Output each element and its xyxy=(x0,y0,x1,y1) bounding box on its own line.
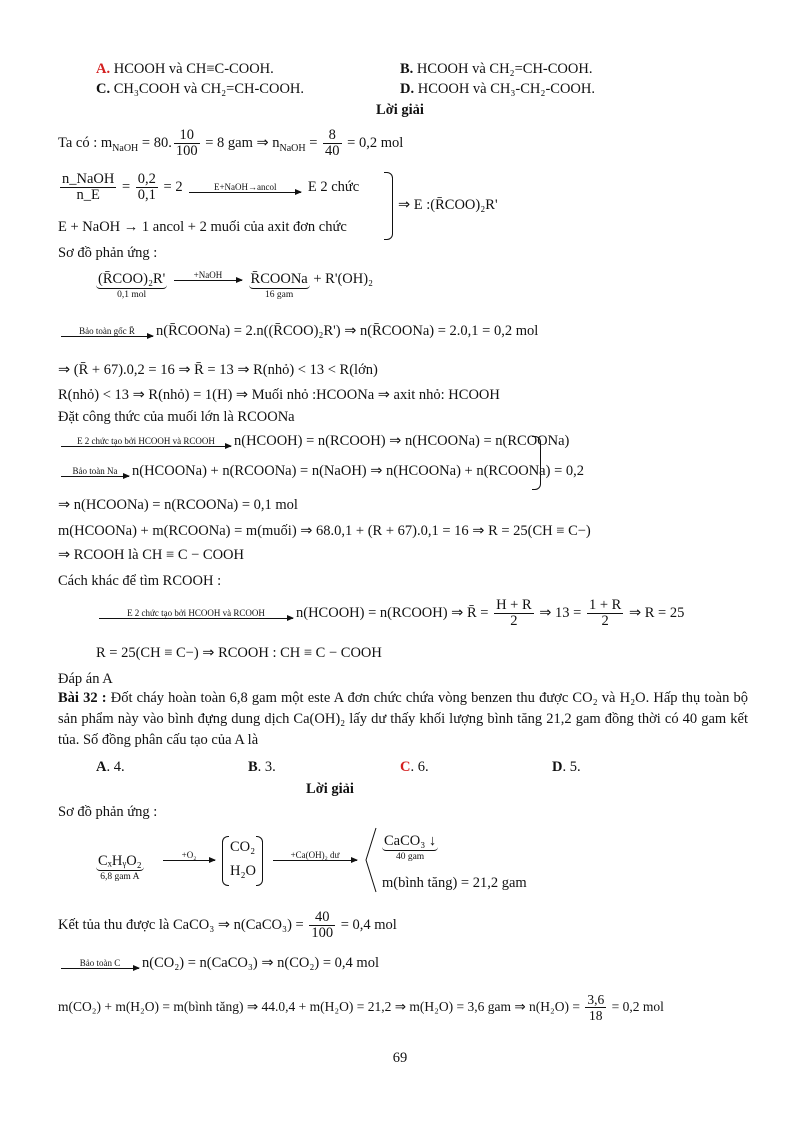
top: CₓHᵧO₂ xyxy=(98,853,142,869)
arrow-line xyxy=(189,192,301,193)
scheme-label: Sơ đồ phản ứng : xyxy=(58,245,158,261)
fraction xyxy=(587,598,623,629)
scheme-2-arrow1 xyxy=(160,846,218,864)
text: n(HCOONa) + n(RCOONa) = n(NaOH) ⇒ n(HCOONa) + n(RCOONa) = 0,2 xyxy=(132,463,584,479)
arrow-line xyxy=(61,476,129,477)
question-text: Đốt cháy hoàn toàn 6,8 gam một este A đơn chức chứa vòng benzen thu được CO₂ và H₂O. Hấp thụ toàn bộ sản phẩm này vào bình đựng dung dịch Ca(OH)₂ lấy dư thấy khối lượng bình tăng 21,2 gam đồng thời có 40 gam kết tủa. Số đồng phân cấu tạo của A là xyxy=(58,690,749,748)
sol1-line-2: $\frac{\text{n\_NaOH}}{n\_E}$ = $\frac{0,2}{0,1}$ = 2 E+NaOH→ancol E 2 chức xyxy=(62,171,360,204)
fraction xyxy=(136,172,158,203)
sol1-line-15 xyxy=(96,596,684,630)
den: 40 xyxy=(325,143,340,160)
sol1-line-11: ⇒ n(HCOONa) = n(RCOONa) = 0,1 mol xyxy=(58,497,298,513)
sol1-line-1 xyxy=(58,126,403,166)
option-letter: C. xyxy=(96,81,111,97)
sol2-line-3 xyxy=(58,990,664,1024)
text: = 0,2 mol xyxy=(608,999,664,1014)
q32-option-a xyxy=(96,758,125,776)
option-letter: A. xyxy=(96,61,111,77)
arrow-label: Bảo toàn Na xyxy=(72,466,118,477)
reaction-arrow xyxy=(61,958,139,969)
arrow-label: E 2 chức tạo bởi HCOOH và RCOOH xyxy=(77,436,215,447)
sol1-line-7: R(nhỏ) < 13 ⇒ R(nhỏ) = 1(H) ⇒ Muối nhỏ :HCOONa ⇒ axit nhỏ: HCOOH xyxy=(58,387,500,403)
arrow-label: +O₂ xyxy=(181,850,197,861)
arrow-label: E+NaOH→ancol xyxy=(213,182,277,193)
underbrace xyxy=(249,270,310,301)
sol2-line-2 xyxy=(58,954,379,972)
sol1-line-10 xyxy=(58,462,584,480)
arrow-label: Bảo toàn gốc R̄ xyxy=(79,326,135,337)
sol1-line-3: E + NaOH → 1 ancol + 2 muối của axit đơn chức xyxy=(58,219,347,235)
option-d xyxy=(400,80,595,98)
question-32 xyxy=(58,688,748,751)
den: 2 xyxy=(601,613,609,630)
text: Ta có : m xyxy=(58,135,113,151)
scheme-2-arrow2 xyxy=(270,846,360,864)
option-letter: D. xyxy=(400,81,415,97)
answer-line: Đáp án A xyxy=(58,671,113,687)
option-letter: B. xyxy=(400,61,414,77)
reaction-arrow xyxy=(174,270,242,281)
option-text: HCOOH và CH₃-CH₂-COOH. xyxy=(417,81,595,97)
precipitate xyxy=(382,832,438,863)
q32-option-c xyxy=(400,758,429,776)
den: n_E xyxy=(76,187,100,204)
option-b xyxy=(400,60,592,78)
arrow-line xyxy=(174,280,242,281)
sol1-line-16: R = 25(CH ≡ C−) ⇒ RCOOH : CH ≡ C − COOH xyxy=(96,645,382,661)
reaction-arrow xyxy=(273,850,357,861)
top: R̄COONa xyxy=(250,271,308,287)
sol1-line-14: Cách khác để tìm RCOOH : xyxy=(58,573,222,589)
sol1-line-9 xyxy=(58,432,569,450)
product-h2o: H₂O xyxy=(230,863,256,879)
underbrace xyxy=(96,852,144,883)
num: n_NaOH xyxy=(62,171,115,188)
sub: NaOH xyxy=(112,142,139,154)
text: n(R̄COONa) = 2.n((R̄COO)₂R') ⇒ n(R̄COONa) = 2.0,1 = 0,2 mol xyxy=(156,323,539,339)
page-number: 69 xyxy=(392,1050,408,1066)
option-text: . 6. xyxy=(410,759,429,775)
question-label: Bài 32 : xyxy=(58,690,107,706)
arrow-line xyxy=(273,860,357,861)
text: = 0,2 mol xyxy=(343,135,404,151)
fraction xyxy=(174,128,200,159)
sol1-line-12: m(HCOONa) + m(RCOONa) = m(muối) ⇒ 68.0,1 + (R + 67).0,1 = 16 ⇒ R = 25(CH ≡ C−) xyxy=(58,523,591,539)
fraction xyxy=(323,128,342,159)
option-text: . 5. xyxy=(562,759,581,775)
arrow-label: +Ca(OH)₂ dư xyxy=(290,850,340,861)
arrow-line xyxy=(163,860,215,861)
product-co2: CO₂ xyxy=(230,839,256,855)
option-a xyxy=(96,60,274,78)
bot: 40 gam xyxy=(395,852,425,862)
sol1-line-5 xyxy=(58,322,538,340)
option-letter: C xyxy=(400,759,411,775)
q32-option-b xyxy=(248,758,276,776)
text: ⇒ R = 25 xyxy=(625,605,685,621)
num: 3,6 xyxy=(587,992,605,1008)
bot: 16 gam xyxy=(265,290,294,300)
fraction xyxy=(60,172,116,203)
num: 40 xyxy=(309,910,335,926)
den: 100 xyxy=(175,143,198,160)
bot: 6,8 gam A xyxy=(100,872,140,882)
bot: 0,1 mol xyxy=(117,290,147,300)
option-text: . 3. xyxy=(257,759,276,775)
sub: NaOH xyxy=(279,142,306,154)
text: + R'(OH)₂ xyxy=(309,271,374,287)
reaction-arrow xyxy=(163,850,215,861)
right-brace xyxy=(384,172,393,240)
scheme-label: Sơ đồ phản ứng : xyxy=(58,804,158,820)
arrow-line xyxy=(61,446,231,447)
reaction-arrow xyxy=(61,436,231,447)
option-text: . 4. xyxy=(106,759,125,775)
right-brace xyxy=(256,836,263,886)
num: 0,2 xyxy=(137,171,156,188)
num: 10 xyxy=(174,128,200,144)
solution-title: Lời giải xyxy=(306,781,354,797)
mass-increase: m(bình tăng) = 21,2 gam xyxy=(382,875,527,891)
num: H + R xyxy=(496,597,532,614)
text: = 0,4 mol xyxy=(337,917,397,933)
den: 2 xyxy=(510,613,518,630)
option-letter: D xyxy=(552,759,563,775)
num: 8 xyxy=(323,128,342,144)
underbrace xyxy=(96,270,167,301)
sol1-line-6: ⇒ (R̄ + 67).0,2 = 16 ⇒ R̄ = 13 ⇒ R(nhỏ) < 13 < R(lớn) xyxy=(58,362,378,378)
sol1-line-13: ⇒ RCOOH là CH ≡ C − COOH xyxy=(58,547,245,563)
arrow-label: E 2 chức tạo bởi HCOOH và RCOOH xyxy=(127,608,265,619)
arrow-label: Bảo toàn C xyxy=(79,958,121,969)
text: = 8 gam ⇒ n xyxy=(201,135,280,151)
option-letter: A xyxy=(96,759,107,775)
num: 1 + R xyxy=(588,597,622,614)
arrow-line xyxy=(61,968,139,969)
den: 0,1 xyxy=(137,187,156,204)
right-brace xyxy=(532,436,541,490)
option-text: HCOOH và CH≡C-COOH. xyxy=(113,61,274,77)
reaction-arrow xyxy=(61,466,129,477)
solution-title: Lời giải xyxy=(376,102,424,118)
option-text: HCOOH và CH₂=CH-COOH. xyxy=(416,61,593,77)
text: n(HCOOH) = n(RCOOH) ⇒ R̄ = xyxy=(296,605,493,621)
top: (R̄COO)₂R' xyxy=(98,271,166,287)
text: m(CO₂) + m(H₂O) = m(bình tăng) ⇒ 44.0,4 + m(H₂O) = 21,2 ⇒ m(H₂O) = 3,6 gam ⇒ n(H₂O) = xyxy=(58,999,584,1014)
q32-option-d xyxy=(552,758,581,776)
underbrace xyxy=(382,832,438,863)
sol2-line-1 xyxy=(58,908,397,942)
arrow-label: +NaOH xyxy=(193,270,223,280)
reaction-arrow xyxy=(61,326,153,337)
scheme-1 xyxy=(96,270,373,301)
text: n(HCOOH) = n(RCOOH) ⇒ n(HCOONa) = n(RCOONa) xyxy=(234,433,570,449)
option-text: CH₃COOH và CH₂=CH-COOH. xyxy=(113,81,305,97)
den: 100 xyxy=(311,925,334,942)
text: Kết tủa thu được là CaCO₃ ⇒ n(CaCO₃) = xyxy=(58,917,308,933)
den: 18 xyxy=(589,1008,603,1024)
text: n(CO₂) = n(CaCO₃) ⇒ n(CO₂) = 0,4 mol xyxy=(142,955,379,971)
option-letter: B xyxy=(248,759,258,775)
text: ⇒ 13 = xyxy=(535,605,585,621)
text: = xyxy=(305,135,322,151)
text: E 2 chức xyxy=(307,179,360,195)
reaction-arrow xyxy=(99,608,293,619)
arrow-line xyxy=(99,618,293,619)
fraction xyxy=(585,992,606,1023)
scheme-2-reactant xyxy=(96,852,144,883)
reaction-arrow xyxy=(189,182,301,193)
top: CaCO₃ ↓ xyxy=(384,833,437,849)
text: = 80. xyxy=(138,135,172,151)
fraction xyxy=(494,598,534,629)
sol1-conclusion: ⇒ E :(R̄COO)₂R' xyxy=(398,197,498,213)
fraction xyxy=(309,910,335,941)
text: = 2 xyxy=(159,179,183,195)
left-brace xyxy=(222,836,229,886)
angle-bracket xyxy=(364,826,378,894)
option-c xyxy=(96,80,304,98)
arrow-line xyxy=(61,336,153,337)
sol1-line-8: Đặt công thức của muối lớn là RCOONa xyxy=(58,409,295,425)
